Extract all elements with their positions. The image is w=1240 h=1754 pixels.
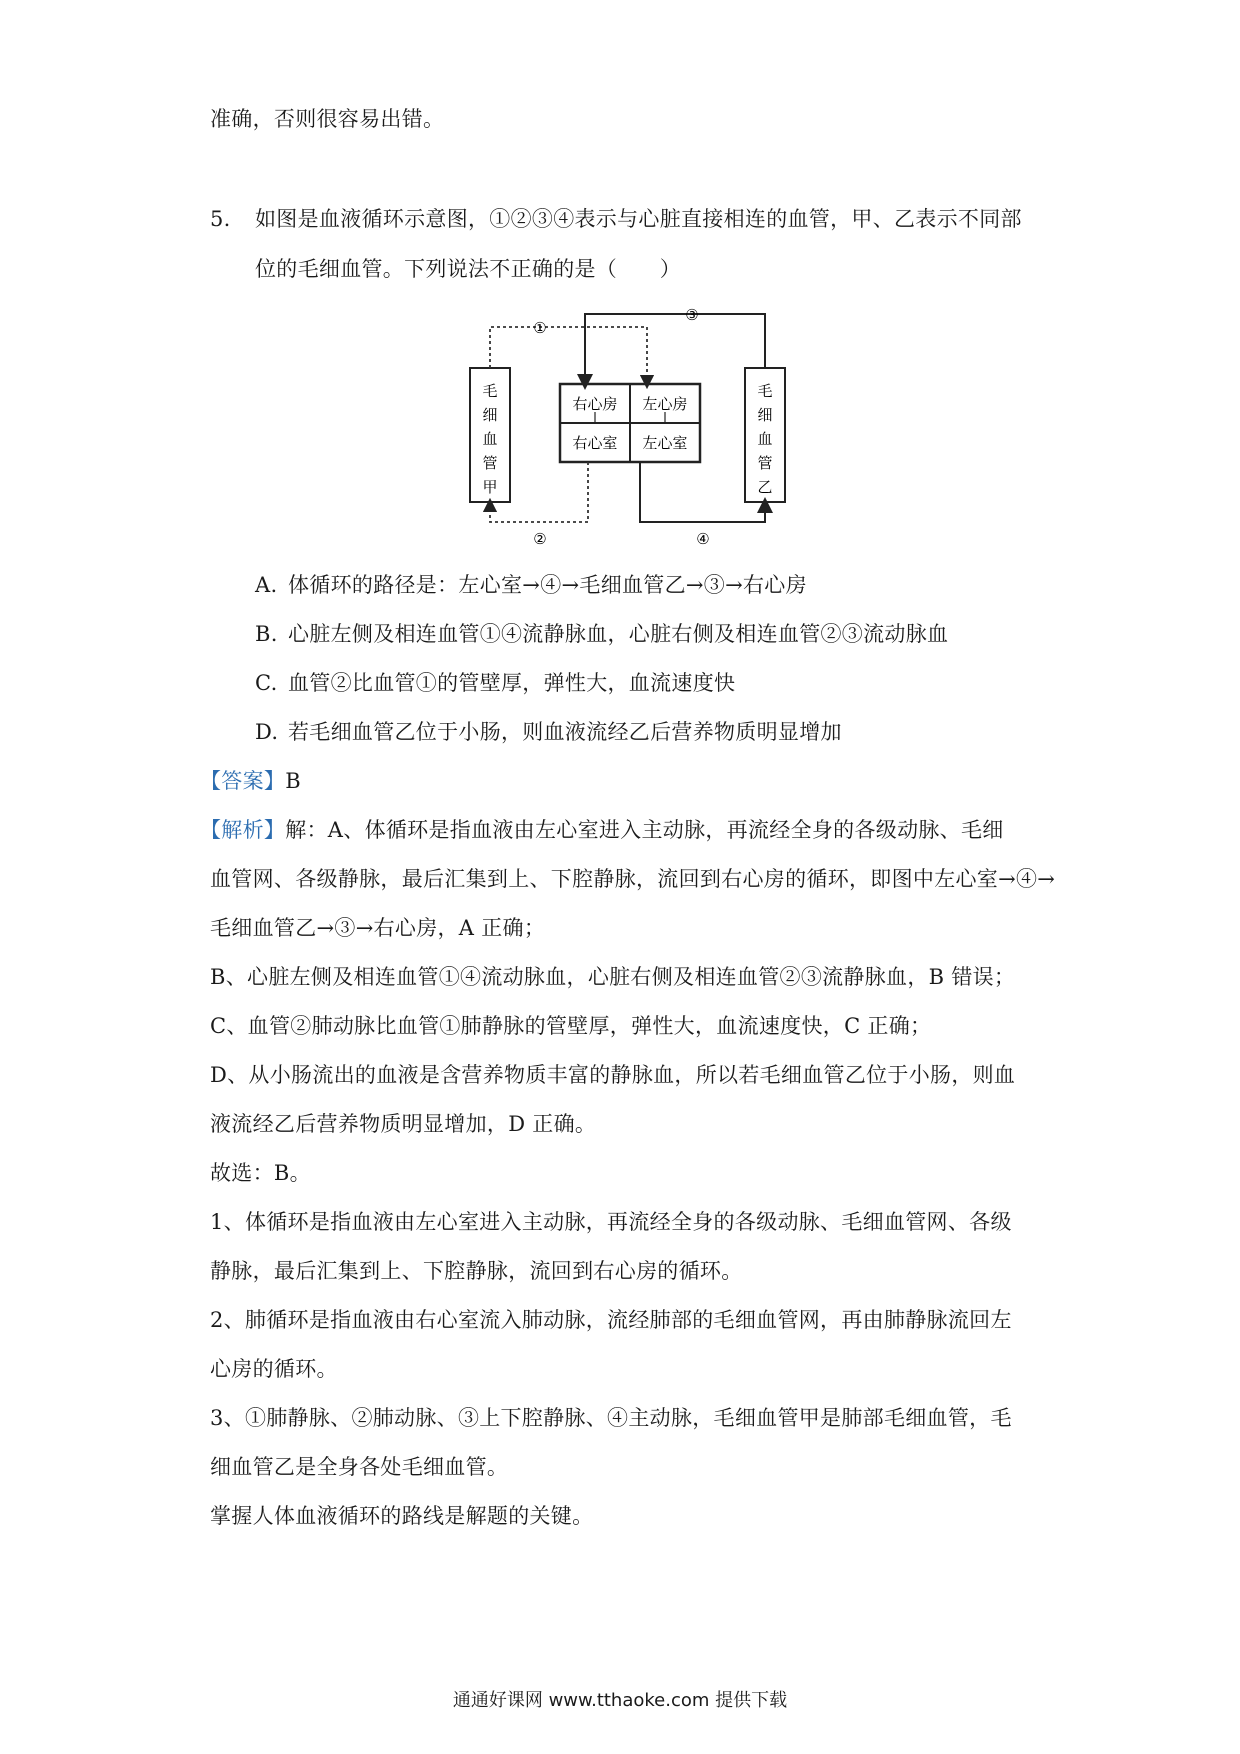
question-line-1: 如图是血液循环示意图，①②③④表示与心脏直接相连的血管，甲、乙表示不同部 [255, 207, 1022, 231]
question-line-2: 位的毛细血管。下列说法不正确的是（ ） [255, 257, 681, 281]
capillary-left-char-1: 毛 [482, 382, 498, 400]
vessel-4-path [640, 462, 765, 522]
option-c-label: C. [255, 671, 278, 695]
option-b-label: B. [255, 622, 278, 646]
capillary-left-char-2: 细 [482, 406, 498, 424]
analysis-line-13: 3、①肺静脉、②肺动脉、③上下腔静脉、④主动脉，毛细血管甲是肺部毛细血管，毛 [210, 1406, 1012, 1430]
right-atrium-label: 右心房 [572, 395, 618, 413]
option-a-text: 体循环的路径是：左心室→④→毛细血管乙→③→右心房 [288, 573, 807, 597]
capillary-right-char-1: 毛 [757, 382, 773, 400]
analysis-line-9: 1、体循环是指血液由左心室进入主动脉，再流经全身的各级动脉、毛细血管网、各级 [210, 1210, 1012, 1234]
vessel-4-label: ④ [696, 530, 710, 548]
vessel-2-path [490, 462, 588, 522]
capillary-left-char-4: 管 [482, 454, 498, 472]
answer-tag: 【答案】 [200, 769, 286, 793]
vessel-3-label: ③ [685, 306, 699, 324]
analysis-line-3: 毛细血管乙→③→右心房，A 正确； [210, 916, 546, 940]
analysis-line-2: 血管网、各级静脉，最后汇集到上、下腔静脉，流回到右心房的循环，即图中左心室→④→ [210, 867, 1056, 891]
analysis-line-11: 2、肺循环是指血液由右心室流入肺动脉，流经肺部的毛细血管网，再由肺静脉流回左 [210, 1308, 1012, 1332]
vessel-3-path [585, 314, 765, 382]
left-atrium-label: 左心房 [642, 395, 688, 413]
analysis-line-5: C、血管②肺动脉比血管①肺静脉的管壁厚，弹性大，血流速度快，C 正确； [210, 1014, 932, 1038]
analysis-line-12: 心房的循环。 [210, 1357, 338, 1381]
analysis-line-15: 掌握人体血液循环的路线是解题的关键。 [210, 1504, 594, 1528]
analysis-line-10: 静脉，最后汇集到上、下腔静脉，流回到右心房的循环。 [210, 1259, 743, 1283]
analysis-line-8: 故选：B。 [210, 1161, 311, 1185]
capillary-right-char-5: 乙 [757, 478, 773, 496]
capillary-right-char-4: 管 [757, 454, 773, 472]
vessel-1-label: ① [533, 319, 547, 337]
analysis-line-1 [200, 815, 1004, 845]
vessel-2-label: ② [533, 530, 547, 548]
capillary-left-char-3: 血 [482, 430, 498, 448]
analysis-line-6: D、从小肠流出的血液是含营养物质丰富的静脉血，所以若毛细血管乙位于小肠，则血 [210, 1063, 1016, 1087]
analysis-text-1: 解：A、体循环是指血液由左心室进入主动脉，再流经全身的各级动脉、毛细 [285, 818, 1004, 842]
page-footer: 通通好课网 www.tthaoke.com 提供下载 [452, 1690, 788, 1711]
right-ventricle-label: 右心室 [572, 434, 618, 452]
option-a-label: A. [255, 573, 278, 597]
capillary-right-char-3: 血 [757, 430, 773, 448]
question-number: 5. [210, 207, 231, 231]
answer-value: B [285, 769, 301, 793]
analysis-tag: 【解析】 [200, 818, 286, 842]
left-ventricle-label: 左心室 [642, 434, 688, 452]
intro-text: 准确，否则很容易出错。 [210, 107, 445, 131]
capillary-left-char-5: 甲 [482, 478, 498, 496]
option-c-text: 血管②比血管①的管壁厚，弹性大，血流速度快 [288, 671, 736, 695]
option-b-text: 心脏左侧及相连血管①④流静脉血，心脏右侧及相连血管②③流动脉血 [288, 622, 949, 646]
answer-line [200, 766, 301, 796]
analysis-line-14: 细血管乙是全身各处毛细血管。 [210, 1455, 509, 1479]
option-d-label: D. [255, 720, 279, 744]
capillary-right-char-2: 细 [757, 406, 773, 424]
analysis-line-7: 液流经乙后营养物质明显增加，D 正确。 [210, 1112, 597, 1136]
blood-circulation-diagram [460, 302, 800, 552]
option-d-text: 若毛细血管乙位于小肠，则血液流经乙后营养物质明显增加 [288, 720, 842, 744]
analysis-line-4: B、心脏左侧及相连血管①④流动脉血，心脏右侧及相连血管②③流静脉血，B 错误； [210, 965, 1016, 989]
vessel-1-path [490, 327, 647, 382]
